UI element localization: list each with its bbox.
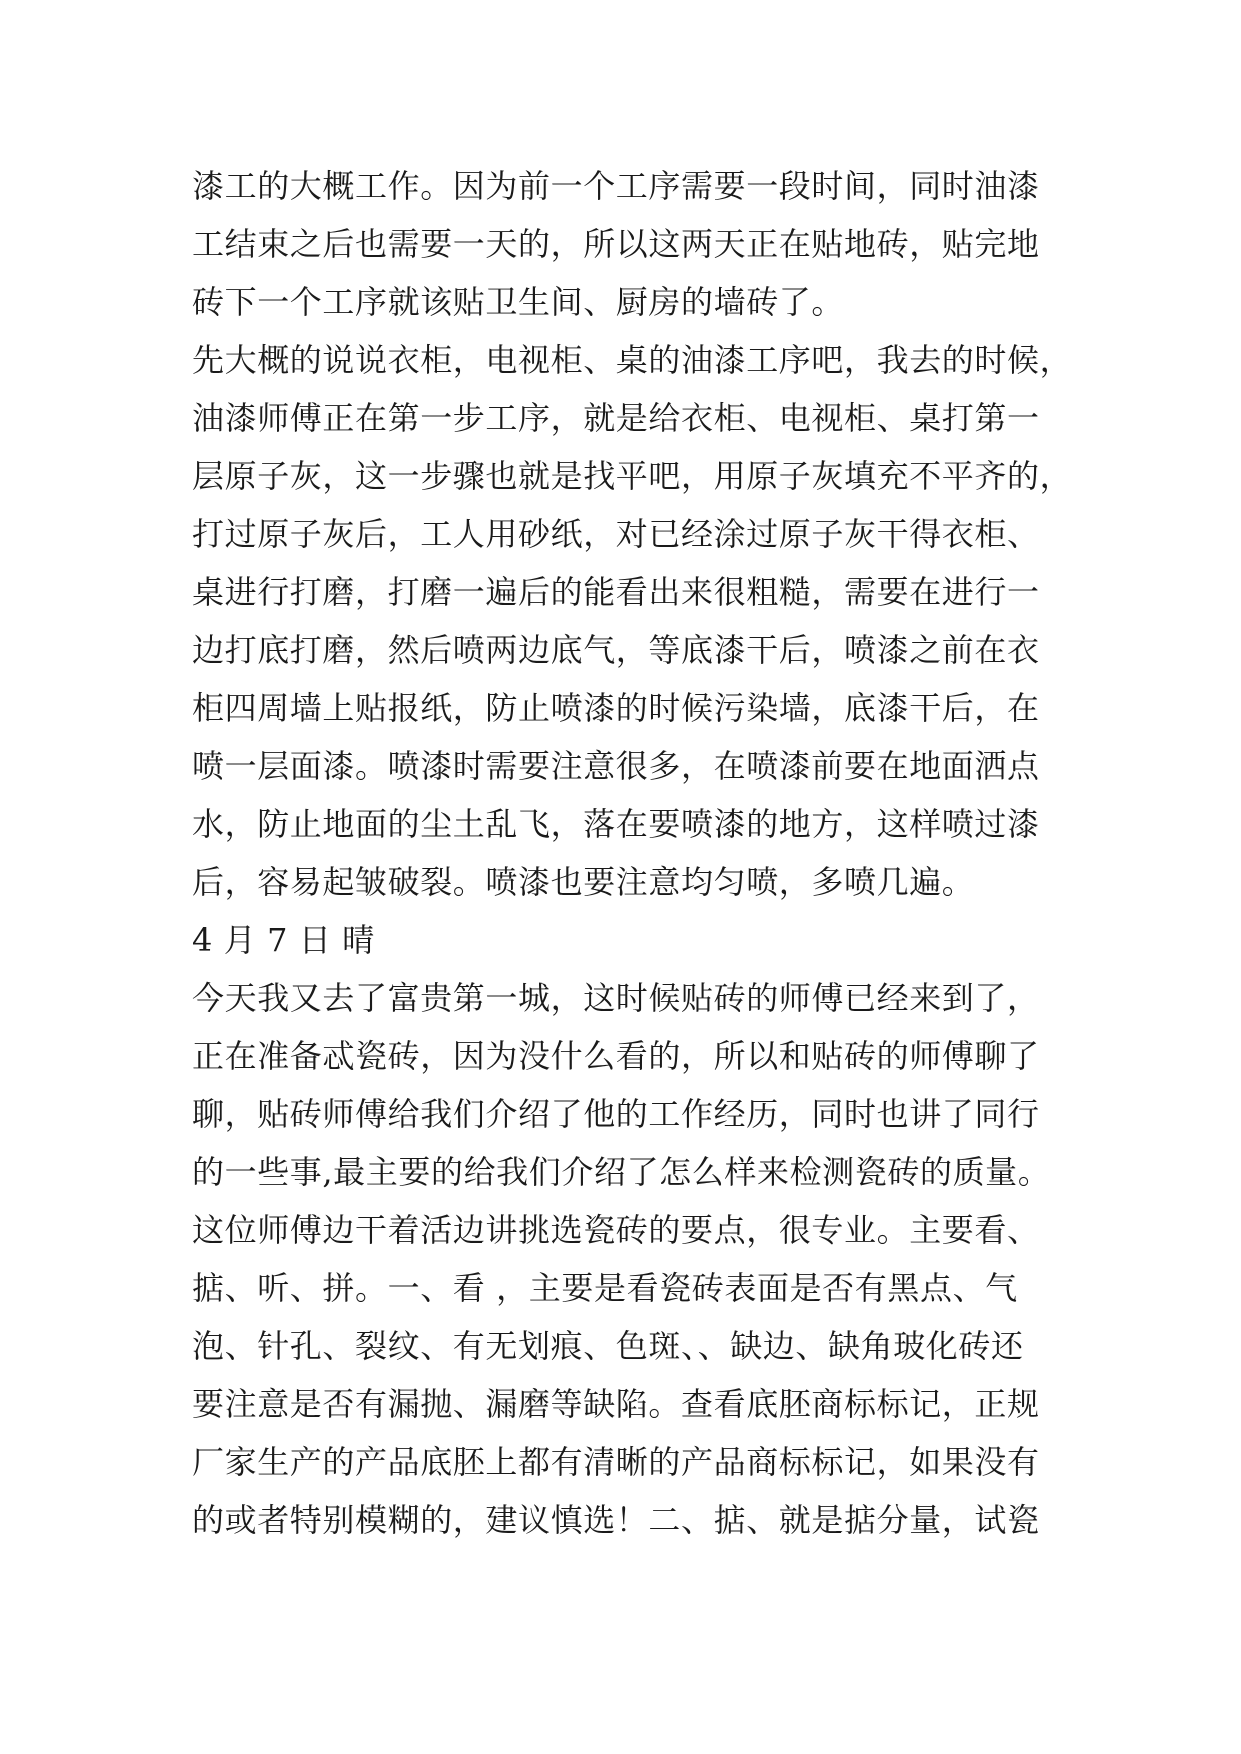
text-line: 后，容易起皱破裂。喷漆也要注意均匀喷，多喷几遍。: [192, 863, 975, 901]
text-line: 的一些事,最主要的给我们介绍了怎么样来检测瓷砖的质量。: [192, 1153, 1051, 1191]
text-line: 打过原子灰后，工人用砂纸，对已经涂过原子灰干得衣柜、: [192, 515, 1040, 553]
text-line: 厂家生产的产品底胚上都有清晰的产品商标标记，如果没有: [192, 1443, 1040, 1481]
text-line: 油漆师傅正在第一步工序，就是给衣柜、电视柜、桌打第一: [192, 399, 1040, 437]
text-line: 今天我又去了富贵第一城，这时候贴砖的师傅已经来到了，: [192, 979, 1040, 1017]
text-line: 桌进行打磨，打磨一遍后的能看出来很粗糙，需要在进行一: [192, 573, 1040, 611]
text-line: 掂、听、拼。一、看 ，主要是看瓷砖表面是否有黑点、气: [192, 1269, 1018, 1307]
text-line: 聊，贴砖师傅给我们介绍了他的工作经历，同时也讲了同行: [192, 1095, 1040, 1133]
text-line: 先大概的说说衣柜，电视柜、桌的油漆工序吧，我去的时候，: [192, 341, 1073, 379]
text-line: 层原子灰，这一步骤也就是找平吧，用原子灰填充不平齐的，: [192, 457, 1073, 495]
text-line: 的或者特别模糊的，建议慎选！二、掂、就是掂分量，试瓷: [192, 1501, 1040, 1539]
text-line: 漆工的大概工作。因为前一个工序需要一段时间，同时油漆: [192, 167, 1040, 205]
text-line: 要注意是否有漏抛、漏磨等缺陷。查看底胚商标标记，正规: [192, 1385, 1040, 1423]
text-line: 这位师傅边干着活边讲挑选瓷砖的要点，很专业。主要看、: [192, 1211, 1040, 1249]
text-line: 工结束之后也需要一天的，所以这两天正在贴地砖，贴完地: [192, 225, 1040, 263]
text-line: 砖下一个工序就该贴卫生间、厨房的墙砖了。: [192, 283, 845, 321]
text-line: 水，防止地面的尘土乱飞，落在要喷漆的地方，这样喷过漆: [192, 805, 1040, 843]
text-line: 柜四周墙上贴报纸，防止喷漆的时候污染墙，底漆干后，在: [192, 689, 1040, 727]
text-line: 泡、针孔、裂纹、有无划痕、色斑、、缺边、缺角玻化砖还: [192, 1327, 1024, 1365]
text-line: 正在准备忒瓷砖，因为没什么看的，所以和贴砖的师傅聊了: [192, 1037, 1040, 1075]
text-line: 喷一层面漆。喷漆时需要注意很多，在喷漆前要在地面洒点: [192, 747, 1040, 785]
date-heading: 4 月 7 日 晴: [192, 921, 375, 959]
text-line: 边打底打磨，然后喷两边底气，等底漆干后，喷漆之前在衣: [192, 631, 1040, 669]
